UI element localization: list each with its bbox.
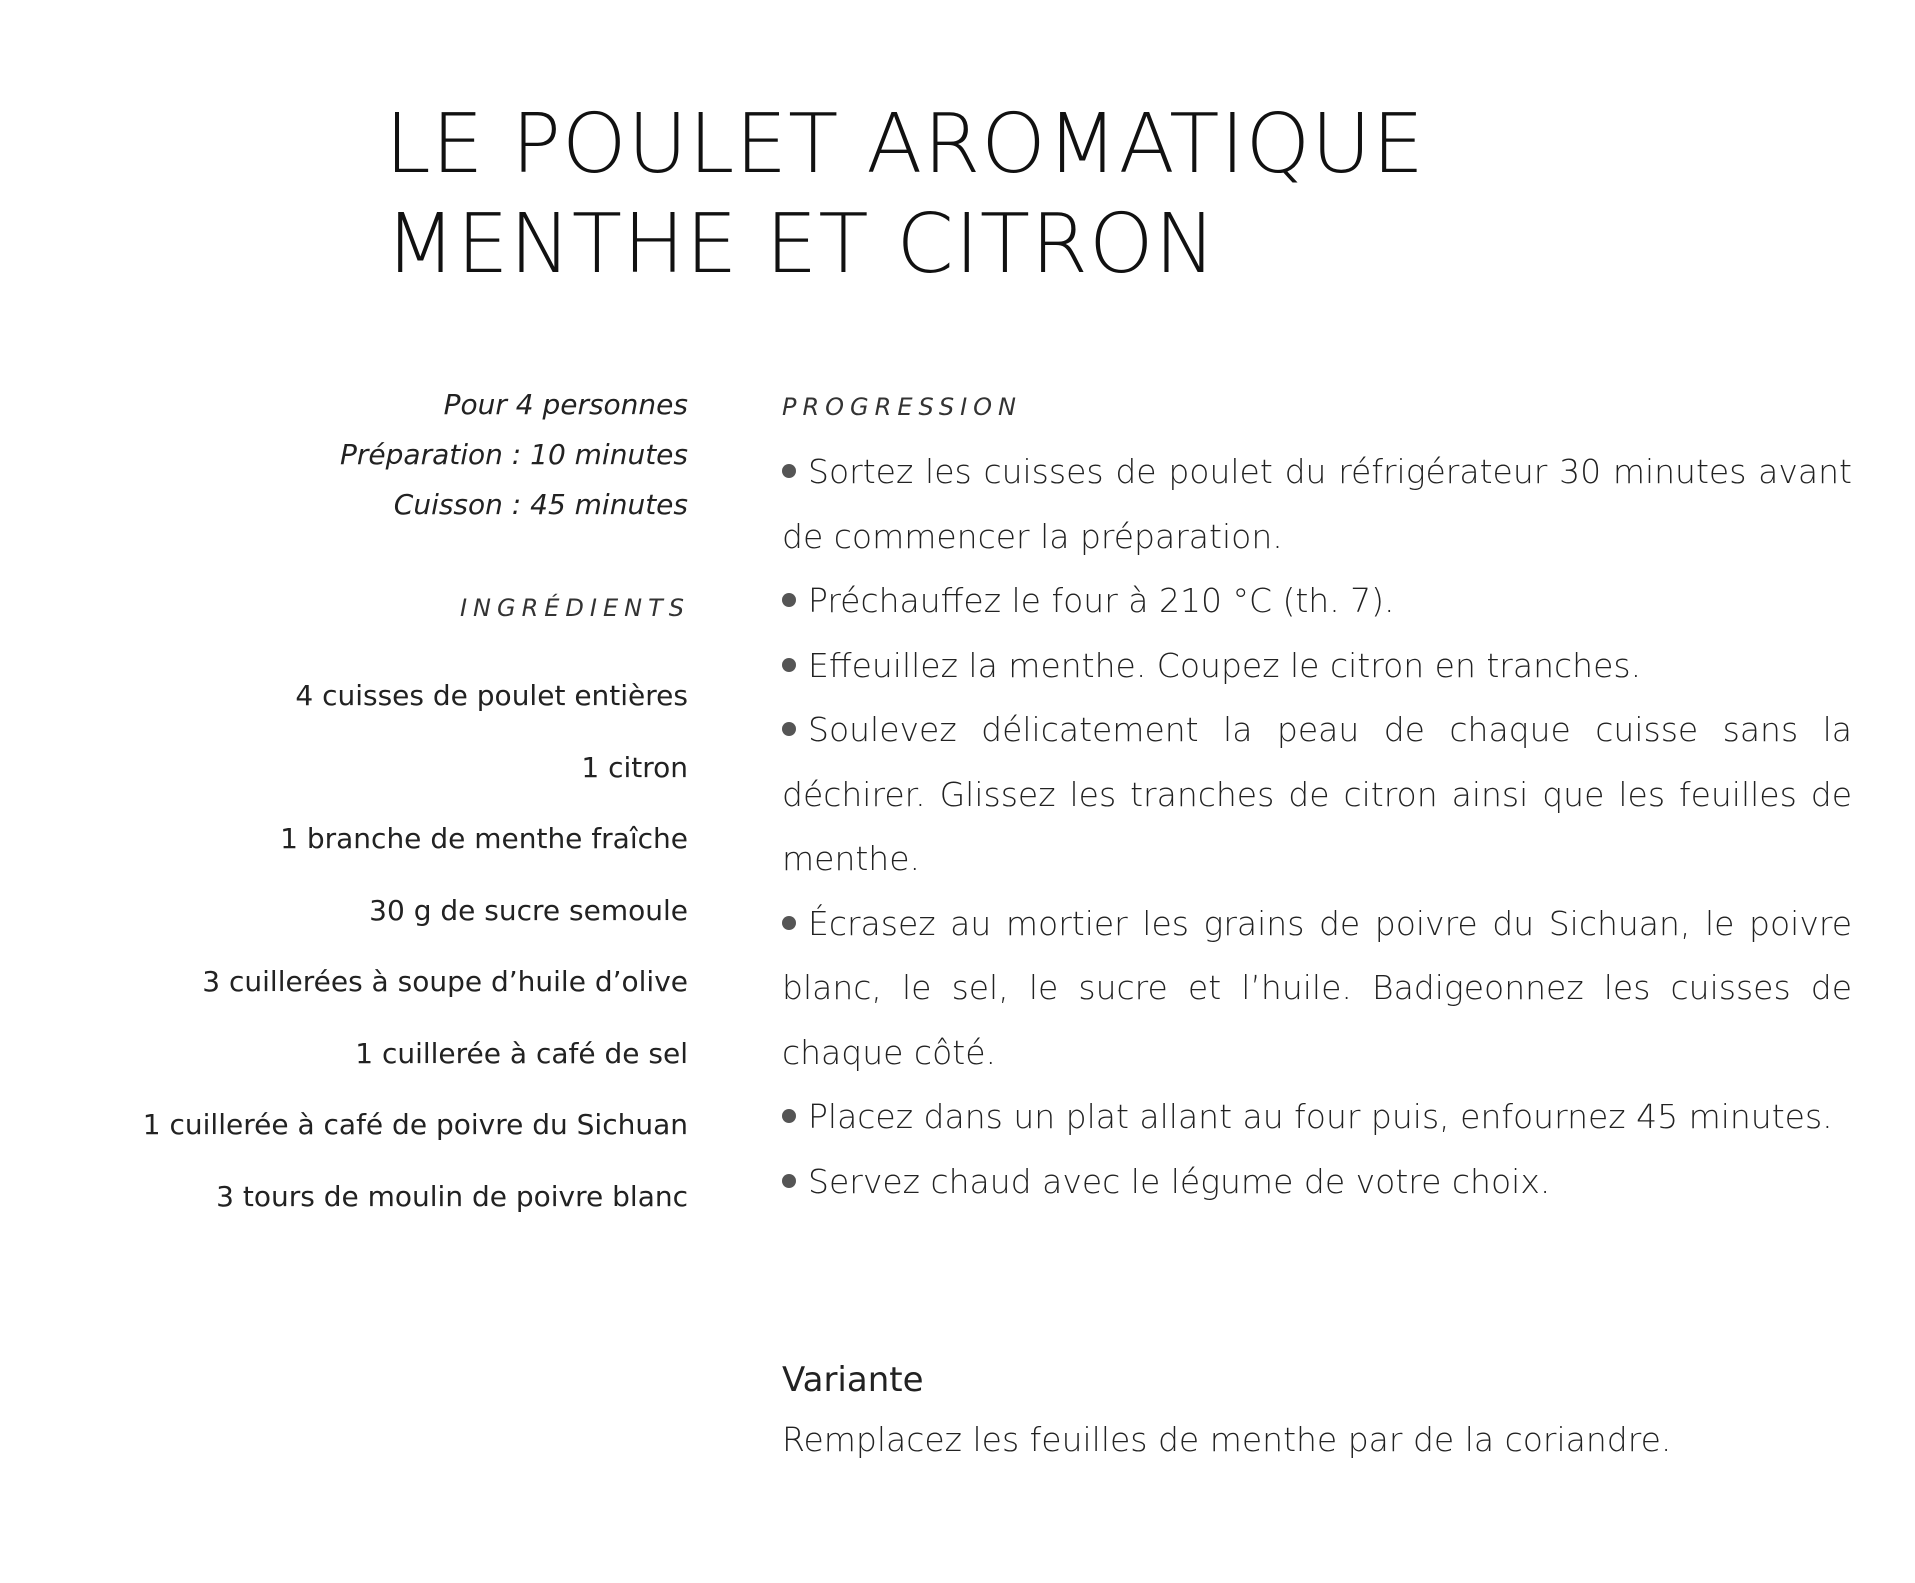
progression-steps [782,440,1852,1214]
step-text: Servez chaud avec le légume de votre choix. [808,1161,1551,1201]
ingredient-item: 30 g de sucre semoule [369,893,688,927]
bullet-dot-icon [782,722,796,736]
recipe-title [385,95,1425,295]
recipe-meta [340,380,688,530]
ingredients-heading: INGRÉDIENTS [459,594,690,622]
ingredient-item: 3 tours de moulin de poivre blanc [216,1179,688,1213]
ingredient-item: 4 cuisses de poulet entières [295,679,688,712]
step-text: Soulevez délicatement la peau de chaque cuisse sans la déchirer. Glissez les tranches de citron ainsi que les feuilles de menthe. [782,710,1852,878]
recipe-title-line-2: MENTHE ET CITRON [385,197,1217,292]
bullet-dot-icon [782,1109,796,1123]
ingredient-item: 1 cuillerée à café de sel [355,1036,688,1070]
step-item [782,1085,1852,1150]
ingredient-item: 1 cuillerée à café de poivre du Sichuan [142,1108,688,1141]
bullet-dot-icon [782,1174,796,1188]
step-text: Effeuillez la menthe. Coupez le citron en tranches. [808,645,1642,685]
step-text: Préchauffez le four à 210 °C (th. 7). [808,581,1395,620]
step-item [782,1150,1852,1215]
bullet-dot-icon [782,464,796,478]
progression-heading: PROGRESSION [782,393,1023,421]
bullet-dot-icon [782,593,796,607]
step-text: Écrasez au mortier les grains de poivre du Sichuan, le poivre blanc, le sel, le sucre et l’huile. Badigeonnez les cuisses de chaque côté. [782,903,1852,1072]
ingredient-item: 3 cuillerées à soupe d’huile d’olive [202,965,688,998]
step-item [782,569,1852,634]
step-item [782,634,1852,699]
ingredients-list [143,660,688,1232]
cooking-time-text: Cuisson : 45 minutes [393,488,688,521]
step-text: Sortez les cuisses de poulet du réfrigérateur 30 minutes avant de commencer la préparation. [782,452,1852,556]
bullet-dot-icon [782,916,796,930]
ingredient-item: 1 citron [581,750,688,784]
preparation-time-text: Préparation : 10 minutes [340,438,688,471]
ingredient-item: 1 branche de menthe fraîche [280,822,688,855]
bullet-dot-icon [782,658,796,672]
step-item [782,698,1852,892]
step-item [782,892,1852,1086]
variant-text: Remplacez les feuilles de menthe par de la coriandre. [782,1420,1672,1459]
variant-heading: Variante [782,1360,924,1400]
servings-text: Pour 4 personnes [443,388,688,421]
recipe-title-line-1: LE POULET AROMATIQUE [385,97,1425,192]
step-text: Placez dans un plat allant au four puis, enfournez 45 minutes. [808,1097,1833,1136]
step-item [782,440,1852,569]
